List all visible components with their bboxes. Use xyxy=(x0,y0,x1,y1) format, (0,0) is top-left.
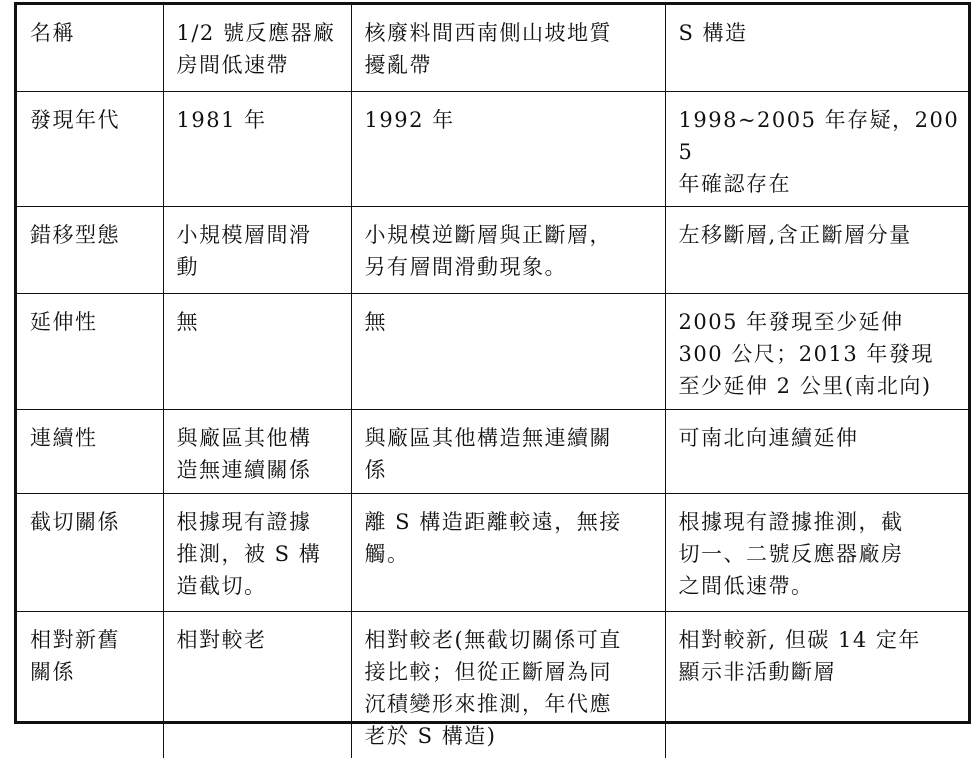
s-structure-cell: 1998~2005 年存疑，2005 年確認存在 xyxy=(665,91,968,206)
low-velocity-zone-cell: 與廠區其他構 造無連續關係 xyxy=(163,409,351,493)
table-row xyxy=(17,293,968,409)
low-velocity-zone-cell: 根據現有證據 推測，被 S 構 造截切。 xyxy=(163,493,351,611)
disturbed-zone-cell: 相對較老(無截切關係可直 接比較；但從正斷層為同 沉積變形來推測，年代應 老於 S 構造) xyxy=(351,611,665,758)
s-structure-cell: 2005 年發現至少延伸 300 公尺；2013 年發現 至少延伸 2 公里(南北向) xyxy=(665,293,968,409)
disturbed-zone-cell: 核廢料間西南側山坡地質 擾亂帶 xyxy=(351,5,665,91)
low-velocity-zone-cell: 無 xyxy=(163,293,351,409)
s-structure-cell: 左移斷層,含正斷層分量 xyxy=(665,206,968,293)
table-row xyxy=(17,206,968,293)
low-velocity-zone-cell: 1/2 號反應器廠 房間低速帶 xyxy=(163,5,351,91)
row-label-cell: 名稱 xyxy=(17,5,163,91)
disturbed-zone-cell: 1992 年 xyxy=(351,91,665,206)
s-structure-cell: 根據現有證據推測，截 切一、二號反應器廠房 之間低速帶。 xyxy=(665,493,968,611)
s-structure-cell: 相對較新, 但碳 14 定年 顯示非活動斷層 xyxy=(665,611,968,758)
low-velocity-zone-cell: 1981 年 xyxy=(163,91,351,206)
table-row xyxy=(17,91,968,206)
comparison-table-frame xyxy=(14,2,971,748)
row-label-cell: 發現年代 xyxy=(17,91,163,206)
table-row xyxy=(17,493,968,611)
row-label-cell: 錯移型態 xyxy=(17,206,163,293)
disturbed-zone-cell: 小規模逆斷層與正斷層， 另有層間滑動現象。 xyxy=(351,206,665,293)
low-velocity-zone-cell: 相對較老 xyxy=(163,611,351,758)
disturbed-zone-cell: 與廠區其他構造無連續關 係 xyxy=(351,409,665,493)
table-row xyxy=(17,611,968,758)
row-label-cell: 連續性 xyxy=(17,409,163,493)
comparison-table xyxy=(17,5,968,758)
table-row xyxy=(17,409,968,493)
row-label-cell: 截切關係 xyxy=(17,493,163,611)
low-velocity-zone-cell: 小規模層間滑 動 xyxy=(163,206,351,293)
s-structure-cell: S 構造 xyxy=(665,5,968,91)
disturbed-zone-cell: 離 S 構造距離較遠，無接 觸。 xyxy=(351,493,665,611)
table-row xyxy=(17,5,968,91)
disturbed-zone-cell: 無 xyxy=(351,293,665,409)
row-label-cell: 延伸性 xyxy=(17,293,163,409)
s-structure-cell: 可南北向連續延伸 xyxy=(665,409,968,493)
row-label-cell: 相對新舊 關係 xyxy=(17,611,163,758)
